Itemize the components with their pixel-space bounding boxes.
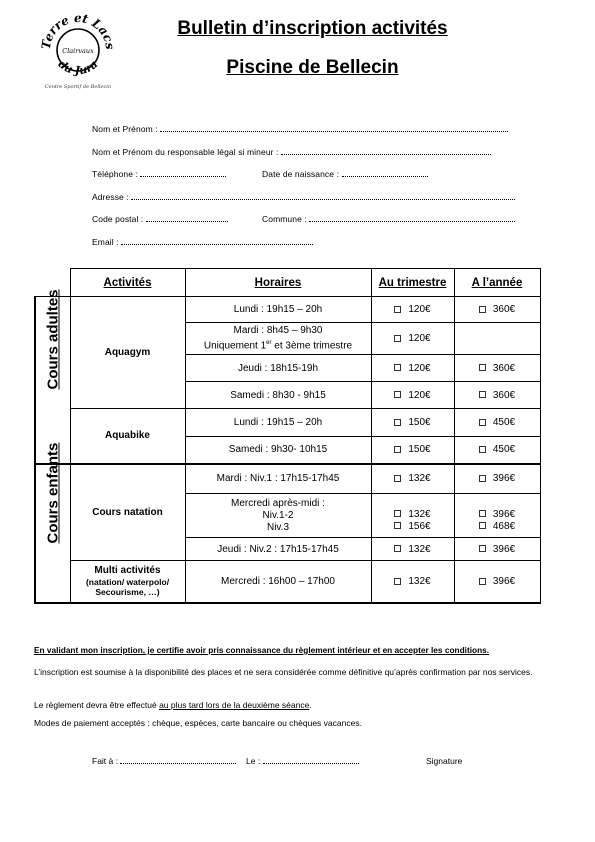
price: 120€ bbox=[408, 333, 431, 344]
address-label: Adresse : bbox=[92, 192, 129, 202]
certify-note: En validant mon inscription, je certifie avoir pris connaissance du règlement intérieur et en accepter les conditions. bbox=[34, 645, 490, 655]
price: 468€ bbox=[492, 520, 516, 532]
date-input-line[interactable] bbox=[263, 756, 359, 764]
settlement-text: Le règlement devra être effectué bbox=[34, 700, 160, 710]
quarter-option[interactable] bbox=[374, 521, 452, 533]
year-option[interactable] bbox=[454, 382, 540, 409]
section-adults bbox=[35, 289, 70, 464]
year-options bbox=[454, 494, 540, 538]
price: 132€ bbox=[408, 473, 431, 485]
hours-cell: Jeudi : Niv.2 : 17h15-17h45 bbox=[185, 538, 371, 561]
ordinal-sup: er bbox=[266, 339, 272, 346]
table-header-row bbox=[35, 269, 540, 297]
activity-multi bbox=[70, 561, 185, 603]
activity-natation: Cours natation bbox=[70, 464, 185, 561]
quarter-option[interactable] bbox=[371, 561, 454, 603]
availability-note: L’inscription est soumise à la disponibilité des places et ne sera considérée comme définitive qu’après confirmation par nos services. bbox=[34, 667, 533, 677]
date-label: Le : bbox=[246, 756, 261, 766]
name-label: Nom et Prénom : bbox=[92, 124, 158, 134]
price: 396€ bbox=[492, 575, 516, 587]
checkbox[interactable] bbox=[479, 545, 486, 552]
price: 150€ bbox=[408, 444, 431, 456]
header-activities: Activités bbox=[70, 269, 185, 297]
city-field[interactable] bbox=[262, 214, 515, 224]
name-field[interactable] bbox=[92, 124, 508, 134]
club-logo bbox=[30, 12, 126, 96]
price: 396€ bbox=[492, 473, 516, 485]
activity-multi-label: Multi activités bbox=[94, 565, 161, 577]
checkbox[interactable] bbox=[479, 475, 486, 482]
table-row bbox=[35, 409, 540, 437]
hours-cell: Samedi : 9h30- 10h15 bbox=[185, 437, 371, 464]
hours-line: Mardi : 8h45 – 9h30 bbox=[233, 324, 323, 336]
year-option-empty bbox=[454, 323, 540, 355]
header-year: A l’année bbox=[454, 269, 540, 297]
signature-label: Signature bbox=[426, 756, 463, 766]
checkbox[interactable] bbox=[479, 510, 486, 517]
guardian-field[interactable] bbox=[92, 147, 491, 157]
hours-cell bbox=[185, 323, 371, 355]
year-option[interactable] bbox=[454, 297, 540, 323]
table-row bbox=[35, 561, 540, 603]
price: 450€ bbox=[492, 444, 516, 456]
page-subtitle: Piscine de Bellecin bbox=[226, 57, 399, 78]
price: 132€ bbox=[408, 575, 431, 587]
page-title: Bulletin d’inscription activités bbox=[177, 18, 448, 39]
year-option[interactable] bbox=[454, 355, 540, 382]
header-quarter: Au trimestre bbox=[371, 269, 454, 297]
checkbox[interactable] bbox=[479, 391, 486, 398]
hours-line: Niv.3 bbox=[266, 521, 290, 533]
settlement-end: . bbox=[309, 700, 312, 710]
quarter-option[interactable] bbox=[371, 355, 454, 382]
payment-note: Modes de paiement acceptés : chèque, espèces, carte bancaire ou chèques vacances. bbox=[34, 718, 362, 728]
hours-text: et 3ème trimestre bbox=[271, 340, 353, 352]
quarter-option[interactable] bbox=[374, 509, 452, 521]
checkbox[interactable] bbox=[479, 364, 486, 371]
checkbox[interactable] bbox=[479, 419, 486, 426]
hours-cell: Mardi : Niv.1 : 17h15-17h45 bbox=[185, 464, 371, 494]
made-at-field[interactable] bbox=[92, 756, 236, 766]
checkbox[interactable] bbox=[394, 510, 401, 517]
schedule-table bbox=[34, 268, 541, 604]
logo-emblem bbox=[30, 12, 126, 84]
phone-label: Téléphone : bbox=[92, 169, 138, 179]
checkbox[interactable] bbox=[394, 306, 401, 313]
email-field[interactable] bbox=[92, 237, 313, 247]
checkbox[interactable] bbox=[394, 522, 401, 529]
price: 360€ bbox=[492, 362, 516, 374]
guardian-input-line[interactable] bbox=[281, 147, 491, 155]
birthdate-label: Date de naissance : bbox=[262, 169, 340, 179]
hours-cell bbox=[185, 494, 371, 538]
price: 450€ bbox=[492, 417, 516, 428]
activity-multi-detail: (natation/ waterpolo/ Secourisme, …) bbox=[85, 577, 170, 598]
made-at-label: Fait à : bbox=[92, 756, 118, 766]
date-field[interactable] bbox=[246, 756, 359, 766]
checkbox[interactable] bbox=[394, 446, 401, 453]
postal-code-label: Code postal : bbox=[92, 214, 144, 224]
activity-aquabike: Aquabike bbox=[70, 409, 185, 464]
hours-text: Uniquement 1 bbox=[203, 340, 267, 352]
section-children bbox=[35, 442, 70, 603]
logo-caption: Centre Sportif de Bellecin bbox=[44, 84, 112, 90]
guardian-label: Nom et Prénom du responsable légal si mineur : bbox=[92, 147, 279, 157]
checkbox[interactable] bbox=[394, 475, 401, 482]
price: 360€ bbox=[492, 304, 516, 315]
price: 132€ bbox=[408, 508, 431, 520]
birthdate-field[interactable] bbox=[262, 169, 428, 179]
quarter-option[interactable] bbox=[371, 464, 454, 494]
hours-cell: Jeudi : 18h15-19h bbox=[185, 355, 371, 382]
hours-cell: Samedi : 8h30 - 9h15 bbox=[185, 382, 371, 409]
phone-field[interactable] bbox=[92, 169, 226, 179]
settlement-note bbox=[34, 699, 564, 712]
email-label: Email : bbox=[92, 237, 119, 247]
checkbox[interactable] bbox=[479, 306, 486, 313]
quarter-option[interactable] bbox=[371, 437, 454, 464]
hours-cell: Mercredi : 16h00 – 17h00 bbox=[185, 561, 371, 603]
city-input-line[interactable] bbox=[309, 214, 515, 222]
year-option[interactable] bbox=[454, 437, 540, 464]
price: 132€ bbox=[408, 543, 431, 555]
table-row bbox=[35, 297, 540, 323]
logo-ring-top: Terre et Lacs bbox=[38, 12, 118, 51]
name-input-line[interactable] bbox=[160, 124, 508, 132]
price: 396€ bbox=[492, 543, 516, 555]
year-option[interactable] bbox=[454, 409, 540, 437]
checkbox[interactable] bbox=[479, 446, 486, 453]
price: 156€ bbox=[408, 520, 431, 532]
logo-ring-bottom: du Jura bbox=[55, 57, 101, 78]
checkbox[interactable] bbox=[394, 364, 401, 371]
postal-code-input-line[interactable] bbox=[146, 214, 228, 222]
checkbox[interactable] bbox=[394, 545, 401, 552]
address-input-line[interactable] bbox=[131, 192, 515, 200]
svg-text:du Jura bbox=[56, 58, 101, 78]
section-children-label: Cours enfants bbox=[44, 442, 62, 543]
price: 120€ bbox=[408, 304, 431, 315]
quarter-option[interactable] bbox=[371, 323, 454, 355]
email-input-line[interactable] bbox=[121, 237, 313, 245]
quarter-option[interactable] bbox=[371, 409, 454, 437]
hours-cell: Lundi : 19h15 – 20h bbox=[185, 409, 371, 437]
year-option[interactable] bbox=[454, 538, 540, 561]
phone-input-line[interactable] bbox=[140, 169, 226, 177]
hours-line bbox=[188, 337, 369, 352]
city-label: Commune : bbox=[262, 214, 307, 224]
logo-center-script: Clairvaux bbox=[62, 47, 94, 55]
header-hours: Horaires bbox=[185, 269, 371, 297]
quarter-options bbox=[371, 494, 454, 538]
hours-line: Niv.1-2 bbox=[262, 509, 294, 521]
checkbox[interactable] bbox=[394, 419, 401, 426]
activity-aquagym: Aquagym bbox=[70, 297, 185, 409]
price: 396€ bbox=[492, 508, 516, 520]
made-at-input-line[interactable] bbox=[120, 756, 236, 764]
svg-text:Terre et Lacs bbox=[39, 12, 117, 50]
postal-code-field[interactable] bbox=[92, 214, 228, 224]
price: 150€ bbox=[408, 417, 431, 428]
address-field[interactable] bbox=[92, 192, 515, 202]
checkbox[interactable] bbox=[394, 578, 401, 585]
checkbox[interactable] bbox=[394, 391, 401, 398]
table-row bbox=[35, 464, 540, 494]
price: 360€ bbox=[492, 389, 516, 401]
price: 120€ bbox=[408, 362, 431, 374]
price: 120€ bbox=[408, 389, 431, 401]
hours-cell: Lundi : 19h15 – 20h bbox=[185, 297, 371, 323]
hours-line: Mercredi après-midi : bbox=[231, 497, 325, 509]
year-option[interactable] bbox=[454, 464, 540, 494]
checkbox[interactable] bbox=[479, 522, 486, 529]
birthdate-input-line[interactable] bbox=[342, 169, 428, 177]
year-option[interactable] bbox=[454, 561, 540, 603]
year-option[interactable] bbox=[457, 509, 538, 521]
year-option[interactable] bbox=[457, 521, 538, 533]
quarter-option[interactable] bbox=[371, 382, 454, 409]
settlement-deadline: au plus tard lors de la deuxième séance bbox=[159, 700, 310, 710]
checkbox[interactable] bbox=[479, 578, 486, 585]
quarter-option[interactable] bbox=[371, 297, 454, 323]
quarter-option[interactable] bbox=[371, 538, 454, 561]
checkbox[interactable] bbox=[394, 335, 401, 342]
section-adults-label: Cours adultes bbox=[44, 289, 62, 390]
